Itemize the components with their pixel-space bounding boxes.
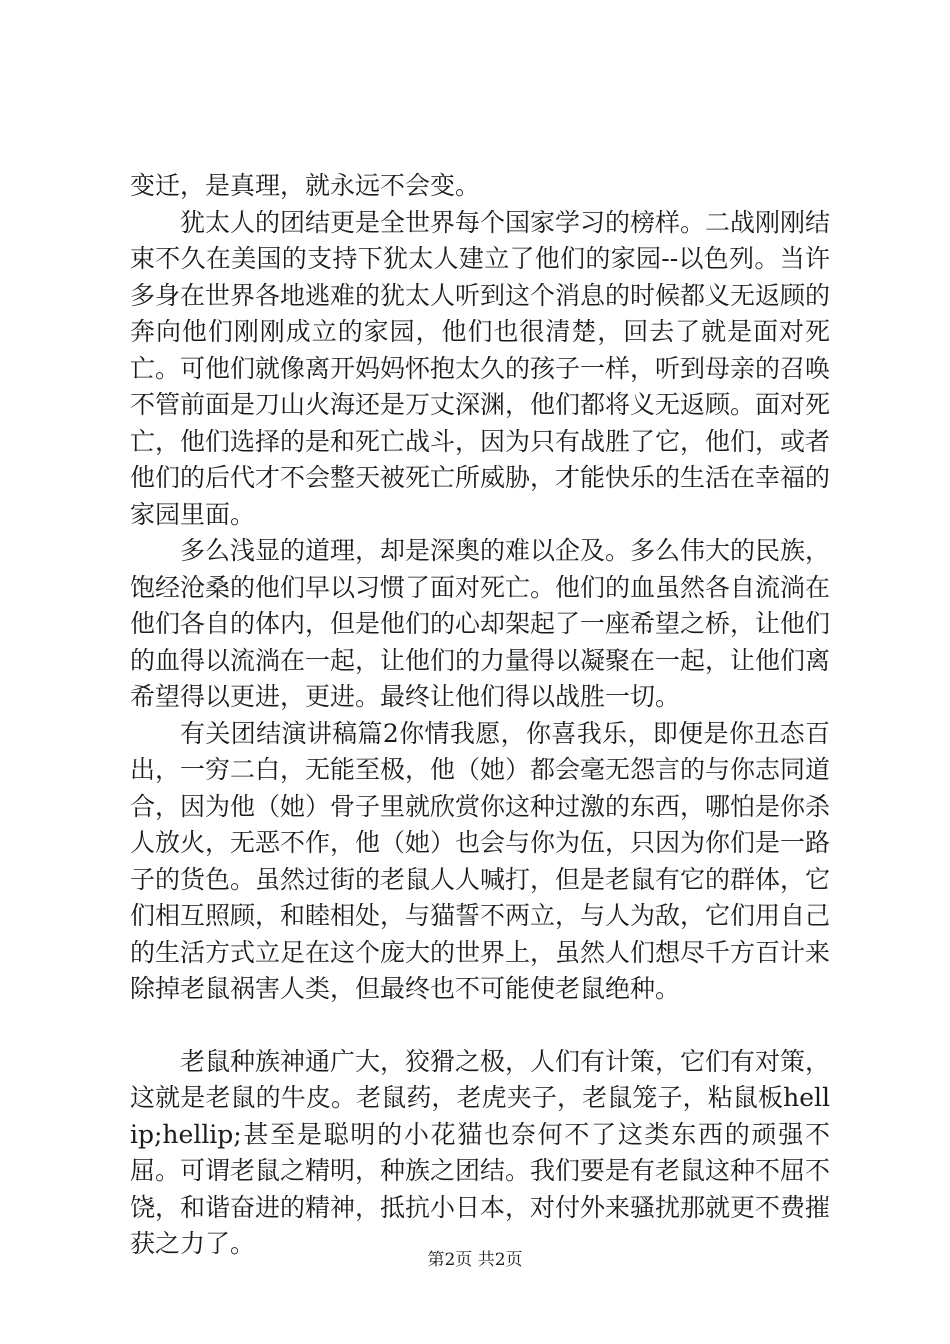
paragraph-jewish-unity: 犹太人的团结更是全世界每个国家学习的榜样。二战刚刚结束不久在美国的支持下犹太人建立了他们的家园--以色列。当许多身在世界各地逃难的犹太人听到这个消息的时候都义无返顾的奔向他们刚刚成立的家园，他们也很清楚，回去了就是面对死亡。可他们就像离开妈妈怀抱太久的孩子一样，听到母亲的召唤不管前面是刀山火海还是万丈深渊，他们都将义无返顾。面对死亡，他们选择的是和死亡战斗，因为只有战胜了它，他们，或者他们的后代才不会整天被死亡所威胁，才能快乐的生活在幸福的家园里面。 xyxy=(130,207,831,529)
paragraph-spacer xyxy=(130,1008,830,1044)
paragraph-rats: 老鼠种族神通广大，狡猾之极，人们有计策，它们有对策，这就是老鼠的牛皮。老鼠药，老虎夹子，老鼠笼子，粘鼠板hellip;hellip;甚至是聪明的小花猫也奈何不了这类东西的顽强不屈。可谓老鼠之精明，种族之团结。我们要是有老鼠这种不屈不饶，和谐奋进的精神，抵抗小日本，对付外来骚扰那就更不费摧获之力了。 xyxy=(130,1046,831,1258)
document-body xyxy=(130,168,830,1263)
paragraph-speech-2: 有关团结演讲稿篇2你情我愿，你喜我乐，即便是你丑态百出，一穷二白，无能至极，他（她）都会毫无怨言的与你志同道合，因为他（她）骨子里就欣赏你这种过激的东西，哪怕是你杀人放火，无恶不作，他（她）也会与你为伍，只因为你们是一路子的货色。虽然过街的老鼠人人喊打，但是老鼠有它的群体，它们相互照顾，和睦相处，与猫誓不两立，与人为敌，它们用自己的生活方式立足在这个庞大的世界上，虽然人们想尽千方百计来除掉老鼠祸害人类，但最终也不可能使老鼠绝种。 xyxy=(130,718,831,1003)
paragraph-continuation: 变迁，是真理，就永远不会变。 xyxy=(130,171,481,200)
page-number-footer: 第2页 共2页 xyxy=(427,1250,523,1270)
paragraph-simple-truth: 多么浅显的道理，却是深奥的难以企及。多么伟大的民族，饱经沧桑的他们早以习惯了面对死亡。他们的血虽然各自流淌在他们各自的体内，但是他们的心却架起了一座希望之桥，让他们的血得以流淌在一起，让他们的力量得以凝聚在一起，让他们离希望得以更进，更进。最终让他们得以战胜一切。 xyxy=(130,536,831,711)
